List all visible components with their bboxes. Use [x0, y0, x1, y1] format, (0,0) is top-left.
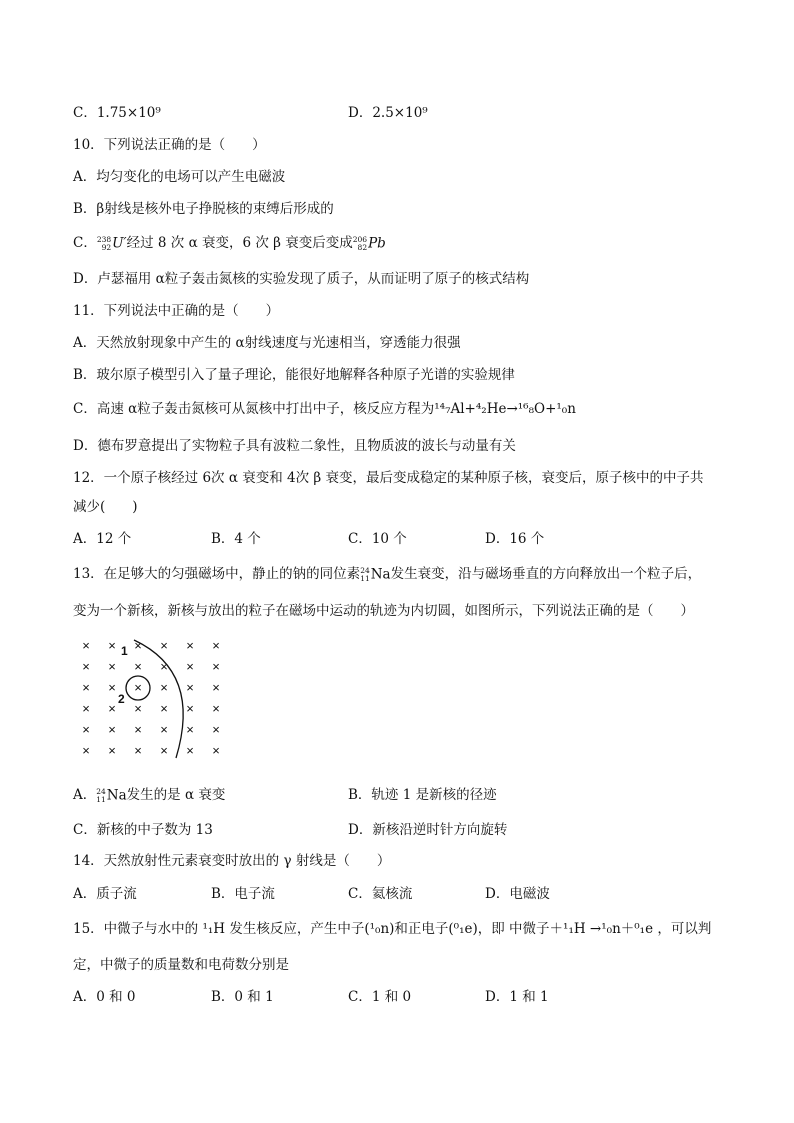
- q11-option-d: D．德布罗意提出了实物粒子具有波粒二象性，且物质波的波长与动量有关: [73, 438, 516, 454]
- q13-option-c: C．新核的中子数为 13: [73, 822, 213, 838]
- magnetic-field-figure: [72, 632, 232, 762]
- field-x-mark: ×: [134, 722, 142, 737]
- q10-option-c-middle: 经过 8 次 α 衰变，6 次 β 衰变后变成: [126, 235, 353, 251]
- field-x-mark: ×: [160, 701, 168, 716]
- sodium-mass-number-option: 24: [96, 786, 106, 796]
- field-x-marks: [82, 638, 220, 758]
- field-x-mark: ×: [134, 701, 142, 716]
- sodium-isotope-option: [96, 788, 126, 804]
- field-x-mark: ×: [108, 722, 116, 737]
- field-x-mark: ×: [82, 659, 90, 674]
- q15-stem-line1: 15．中微子与水中的 ¹₁H 发生核反应，产生中子(¹₀n)和正电子(⁰₁e)，即 中微子＋¹₁H →¹₀n＋⁰₁e ，可以判: [73, 921, 712, 937]
- q13-stem-line1: [73, 565, 701, 583]
- field-x-mark: ×: [134, 659, 142, 674]
- sodium-symbol-option: Na: [106, 787, 127, 803]
- field-x-mark: ×: [160, 638, 168, 653]
- q11-nuclear-equation: ¹⁴₇Al+⁴₂He→¹⁶₈O+¹₀n: [434, 401, 576, 417]
- q10-stem: 10．下列说法正确的是（ ）: [73, 137, 266, 153]
- q12-option-a: A．12 个: [73, 531, 132, 547]
- q14-option-d: D．电磁波: [485, 886, 550, 902]
- q9-option-c: C．1.75×10⁹: [73, 105, 161, 121]
- q13-option-d: D．新核沿逆时针方向旋转: [348, 822, 508, 838]
- sodium-atomic-number: 11: [360, 573, 370, 583]
- field-x-mark: ×: [212, 722, 220, 737]
- lead-isotope: [353, 236, 386, 252]
- uranium-symbol: U′: [112, 235, 127, 251]
- sodium-symbol: Na: [370, 566, 391, 582]
- q11-option-a: A．天然放射现象中产生的 α射线速度与光速相当，穿透能力很强: [73, 335, 461, 351]
- field-x-mark: ×: [160, 743, 168, 758]
- field-x-mark: ×: [108, 638, 116, 653]
- field-x-mark: ×: [186, 722, 194, 737]
- sodium-isotope: [360, 567, 390, 583]
- q12-option-d: D．16 个: [485, 531, 545, 547]
- q10-option-c-prefix: C．: [73, 235, 97, 251]
- field-x-mark: ×: [134, 743, 142, 758]
- q13-option-a-suffix: 发生的是 α 衰变: [126, 787, 226, 803]
- field-x-mark: ×: [212, 659, 220, 674]
- sodium-mass-number: 24: [360, 565, 370, 575]
- field-x-mark: ×: [212, 680, 220, 695]
- field-x-mark: ×: [186, 701, 194, 716]
- q10-option-a: A．均匀变化的电场可以产生电磁波: [73, 169, 286, 185]
- q14-option-b: B．电子流: [211, 886, 275, 902]
- q12-option-b: B．4 个: [211, 531, 261, 547]
- field-x-mark: ×: [160, 659, 168, 674]
- field-x-mark: ×: [82, 743, 90, 758]
- field-x-mark: ×: [108, 680, 116, 695]
- q11-stem: 11．下列说法中正确的是（ ）: [73, 303, 280, 319]
- field-x-mark: ×: [108, 701, 116, 716]
- uranium-atomic-number: 92: [101, 242, 112, 252]
- lead-symbol: Pb: [368, 235, 386, 251]
- field-x-mark: ×: [160, 680, 168, 695]
- q11-option-c-text: C．高速 α粒子轰击氮核可从氮核中打出中子，核反应方程为: [73, 401, 435, 417]
- q12-stem-line2: 减少( ): [73, 499, 138, 515]
- q9-option-d: D．2.5×10⁹: [348, 105, 428, 121]
- field-x-mark: ×: [82, 680, 90, 695]
- field-x-mark: ×: [108, 743, 116, 758]
- field-x-mark: ×: [160, 722, 168, 737]
- q13-stem-line1-suffix: 发生衰变，沿与磁场垂直的方向释放出一个粒子后，: [390, 566, 702, 582]
- q14-option-c: C．氦核流: [348, 886, 413, 902]
- uranium-isotope: [97, 236, 127, 252]
- q10-option-c: [73, 234, 386, 252]
- q13-option-b: B．轨迹 1 是新核的径迹: [348, 787, 497, 803]
- q13-option-a: [73, 786, 225, 804]
- field-x-mark: ×: [212, 743, 220, 758]
- field-x-mark: ×: [134, 638, 142, 653]
- field-x-mark: ×: [186, 638, 194, 653]
- uranium-mass-number: 238: [96, 234, 112, 244]
- q10-option-d: D．卢瑟福用 α粒子轰击氮核的实验发现了质子，从而证明了原子的核式结构: [73, 271, 530, 287]
- field-x-mark: ×: [108, 659, 116, 674]
- field-x-mark: ×: [186, 680, 194, 695]
- q10-option-b: B．β射线是核外电子挣脱核的束缚后形成的: [73, 201, 334, 217]
- field-x-mark: ×: [212, 638, 220, 653]
- q15-stem-line2: 定，中微子的质量数和电荷数分别是: [73, 957, 289, 973]
- trajectory-label-2: 2: [118, 692, 125, 706]
- lead-mass-number: 206: [352, 234, 368, 244]
- field-x-mark: ×: [82, 722, 90, 737]
- field-x-mark: ×: [212, 701, 220, 716]
- q15-option-d: D．1 和 1: [485, 989, 549, 1005]
- field-x-mark: ×: [134, 680, 142, 695]
- lead-atomic-number: 82: [357, 242, 368, 252]
- sodium-atomic-number-option: 11: [96, 794, 106, 804]
- q13-stem-line2: 变为一个新核，新核与放出的粒子在磁场中运动的轨迹为内切圆，如图所示，下列说法正确的是（ ）: [73, 603, 694, 619]
- field-x-mark: ×: [186, 743, 194, 758]
- q13-option-a-prefix: A．: [73, 787, 97, 803]
- q12-stem-line1: 12．一个原子核经过 6次 α 衰变和 4次 β 衰变，最后变成稳定的某种原子核，衰变后，原子核中的中子共: [73, 470, 704, 486]
- q13-stem-line1-prefix: 13．在足够大的匀强磁场中，静止的钠的同位素: [73, 566, 361, 582]
- q11-option-b: B．玻尔原子模型引入了量子理论，能很好地解释各种原子光谱的实验规律: [73, 367, 515, 383]
- q15-option-b: B．0 和 1: [211, 989, 274, 1005]
- q11-option-c: [73, 400, 576, 418]
- trajectory-label-1: 1: [121, 644, 128, 658]
- field-x-mark: ×: [186, 659, 194, 674]
- field-x-mark: ×: [82, 701, 90, 716]
- field-x-mark: ×: [82, 638, 90, 653]
- q14-stem: 14．天然放射性元素衰变时放出的 γ 射线是（ ）: [73, 853, 391, 869]
- q14-option-a: A．质子流: [73, 886, 137, 902]
- q12-option-c: C．10 个: [348, 531, 407, 547]
- q15-option-a: A．0 和 0: [73, 989, 136, 1005]
- q15-option-c: C．1 和 0: [348, 989, 412, 1005]
